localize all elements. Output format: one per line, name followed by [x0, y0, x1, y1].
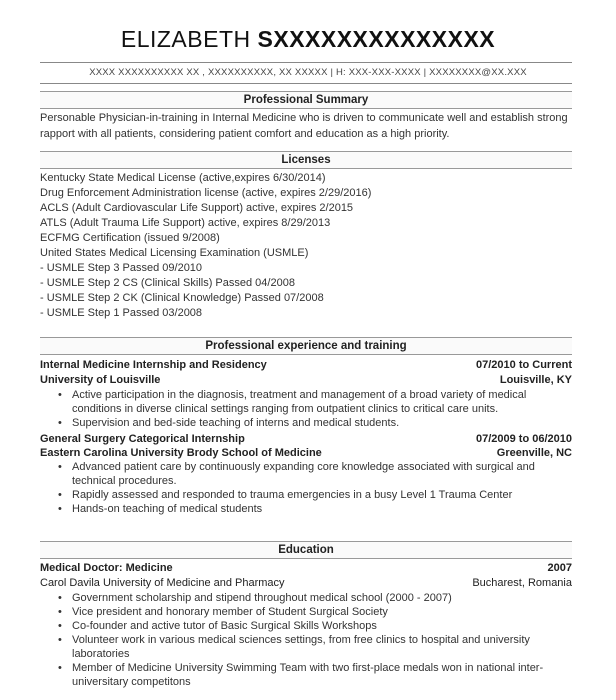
list-item: [58, 388, 572, 416]
bullet-icon: •: [58, 662, 62, 674]
license-item: ACLS (Adult Cardiovascular Life Support) active, expires 2/2015: [40, 202, 354, 214]
bullet-icon: •: [58, 461, 62, 473]
bullet-icon: •: [58, 592, 62, 604]
list-item: [58, 633, 572, 661]
license-item: United States Medical Licensing Examination (USMLE): [40, 247, 309, 259]
degree-row: [40, 561, 572, 576]
list-item: [58, 605, 572, 619]
list-item: [58, 416, 572, 430]
bullet-text: Rapidly assessed and responded to trauma emergencies in a busy Level 1 Trauma Center: [72, 489, 513, 501]
license-item: - USMLE Step 3 Passed 09/2010: [40, 262, 203, 274]
bullet-text: Supervision and bed-side teaching of interns and medical students.: [72, 417, 400, 429]
school-name: Carol Davila University of Medicine and Pharmacy: [40, 577, 285, 589]
job-org-row: [40, 373, 572, 388]
license-item: - USMLE Step 2 CS (Clinical Skills) Passed 04/2008: [40, 277, 295, 289]
section-heading-summary: Professional Summary: [40, 91, 572, 109]
license-item: Kentucky State Medical License (active,expires 6/30/2014): [40, 172, 326, 184]
graduation-year: 2007: [547, 562, 572, 574]
list-item: [58, 591, 572, 605]
section-heading-licenses: Licenses: [40, 151, 572, 169]
list-item: [58, 661, 572, 689]
license-item: ATLS (Adult Trauma Life Support) active, expires 8/29/2013: [40, 217, 331, 229]
job-location: Louisville, KY: [499, 374, 572, 386]
divider: [40, 83, 572, 84]
school-location: Bucharest, Romania: [472, 577, 572, 589]
bullet-text: Volunteer work in various medical sciences settings, from free clinics to hospital and university laboratories: [72, 634, 530, 660]
bullet-icon: •: [58, 634, 62, 646]
bullet-text: Co-founder and active tutor of Basic Surgical Skills Workshops: [72, 620, 377, 632]
bullet-icon: •: [58, 489, 62, 501]
section-heading-education: Education: [40, 541, 572, 559]
contact-info: XXXX XXXXXXXXXX XX , XXXXXXXXXX, XX XXXXX | H: XXX-XXX-XXXX | XXXXXXXX@XX.XXX: [89, 67, 527, 78]
job-title: General Surgery Categorical Internship: [40, 433, 245, 445]
bullet-icon: •: [58, 503, 62, 515]
job-org: Eastern Carolina University Brody School of Medicine: [40, 447, 322, 459]
job-org: University of Louisville: [40, 374, 161, 386]
candidate-name: [0, 26, 616, 53]
license-item: ECFMG Certification (issued 9/2008): [40, 232, 220, 244]
bullet-icon: •: [58, 417, 62, 429]
list-item: [58, 488, 572, 502]
bullet-text: Hands-on teaching of medical students: [72, 503, 263, 515]
first-name: ELIZABETH: [120, 26, 251, 52]
bullet-text: Active participation in the diagnosis, treatment and management of a broad variety of medical conditions in diverse clinical settings ranging from outpatient clinics to critical care units.: [72, 389, 527, 415]
divider: [40, 62, 572, 63]
bullet-text: Government scholarship and stipend throughout medical school (2000 - 2007): [72, 592, 452, 604]
last-name: SXXXXXXXXXXXXXX: [257, 26, 496, 52]
license-item: - USMLE Step 1 Passed 03/2008: [40, 307, 203, 319]
list-item: [58, 460, 572, 488]
bullet-text: Member of Medicine University Swimming Team with two first-place medals won in national inter-universitary competitons: [72, 662, 544, 688]
job-title-row: [40, 358, 572, 373]
list-item: [58, 502, 572, 516]
job-org-row: [40, 446, 572, 461]
job-title-row: [40, 432, 572, 447]
job-title: Internal Medicine Internship and Residency: [40, 359, 267, 371]
bullet-text: Vice president and honorary member of Student Surgical Society: [72, 606, 388, 618]
license-item: Drug Enforcement Administration license (active, expires 2/29/2016): [40, 187, 372, 199]
bullet-icon: •: [58, 606, 62, 618]
bullet-icon: •: [58, 620, 62, 632]
bullet-icon: •: [58, 389, 62, 401]
list-item: [58, 619, 572, 633]
school-row: [40, 576, 572, 591]
license-item: - USMLE Step 2 CK (Clinical Knowledge) Passed 07/2008: [40, 292, 324, 304]
summary-text: Personable Physician-in-training in Internal Medicine who is driven to communicate well and establish strong rapport with all patients, considering patient comfort and education as a high priority.: [40, 112, 568, 140]
degree: Medical Doctor: Medicine: [40, 562, 173, 574]
job-location: Greenville, NC: [496, 447, 572, 459]
job-dates: 07/2010 to Current: [476, 359, 572, 371]
job-dates: 07/2009 to 06/2010: [475, 433, 572, 445]
bullet-text: Advanced patient care by continuously expanding core knowledge associated with surgical and technical procedures.: [72, 461, 535, 487]
section-heading-experience: Professional experience and training: [40, 337, 572, 355]
